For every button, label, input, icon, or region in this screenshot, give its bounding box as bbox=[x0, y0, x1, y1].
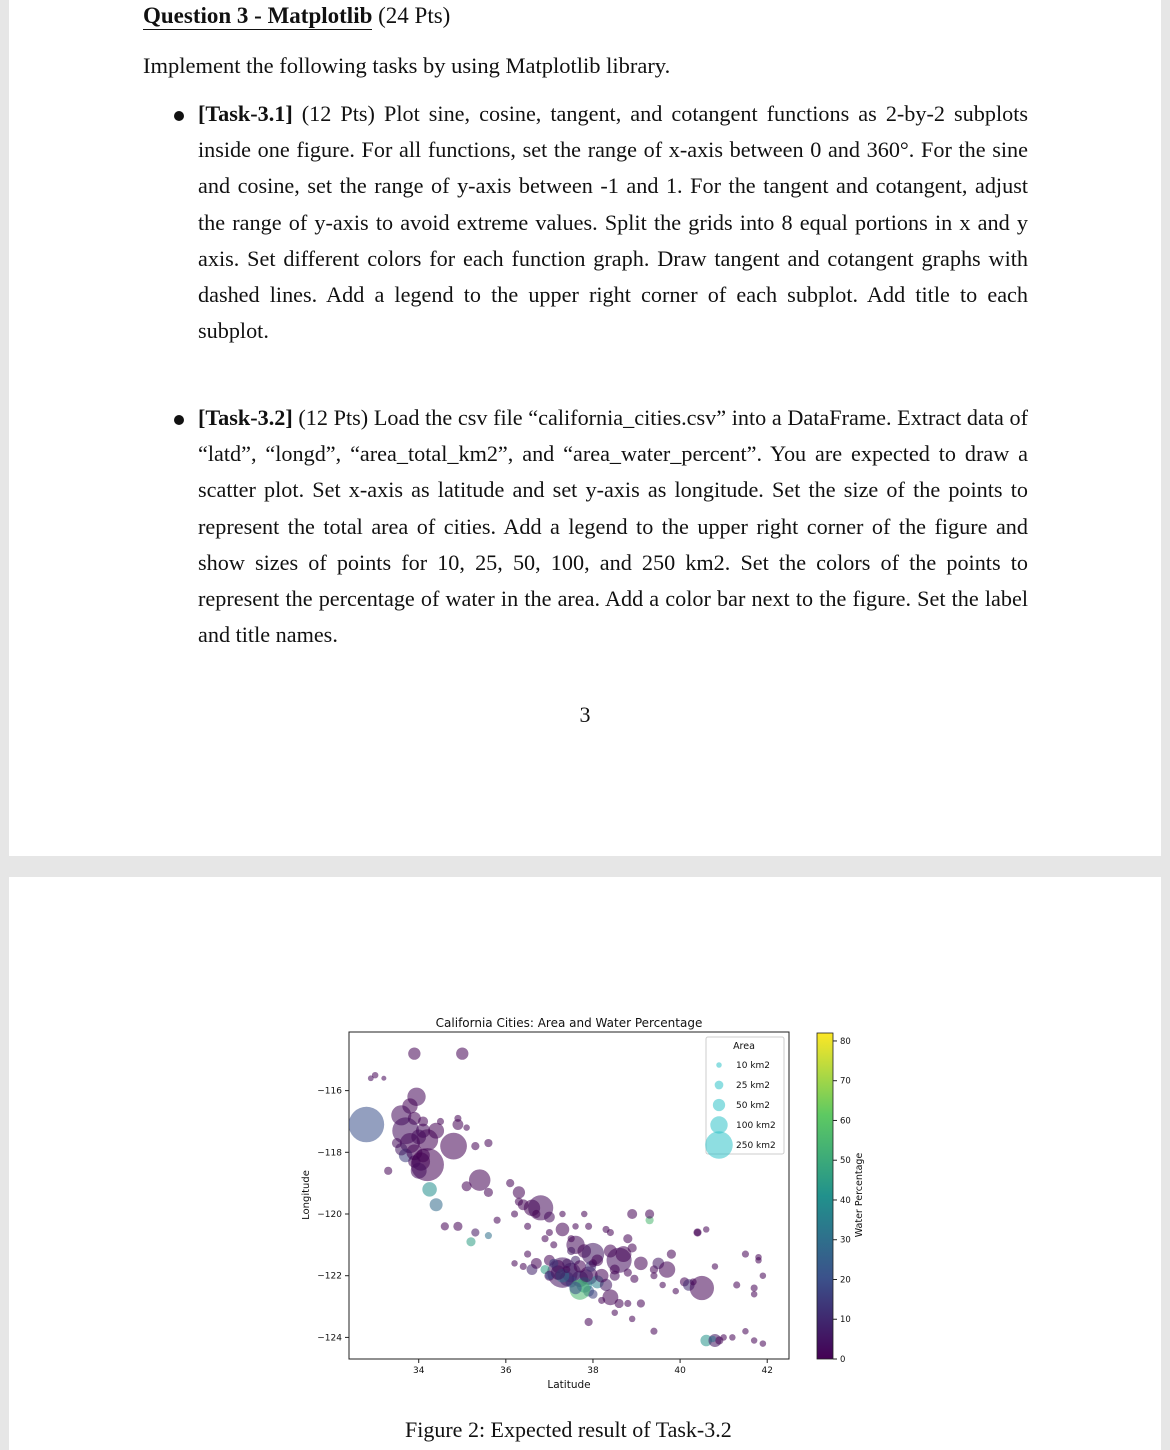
colorbar-tick-label: 10 bbox=[840, 1315, 851, 1326]
data-point bbox=[760, 1272, 766, 1278]
colorbar-label: Water Percentage bbox=[854, 1152, 865, 1238]
data-point bbox=[437, 1118, 444, 1125]
x-tick-label: 34 bbox=[412, 1366, 425, 1376]
data-point bbox=[441, 1222, 449, 1230]
data-point bbox=[524, 1223, 531, 1230]
data-point bbox=[551, 1265, 566, 1280]
x-axis bbox=[413, 1359, 773, 1376]
data-point bbox=[520, 1263, 527, 1270]
y-tick-label: −118 bbox=[317, 1148, 342, 1159]
data-point bbox=[484, 1139, 492, 1147]
data-point bbox=[623, 1234, 632, 1243]
colorbar bbox=[817, 1033, 833, 1359]
data-point bbox=[531, 1258, 542, 1269]
data-point bbox=[602, 1226, 609, 1233]
legend-title: Area bbox=[733, 1041, 755, 1052]
colorbar-tick-label: 30 bbox=[840, 1235, 851, 1246]
data-point bbox=[541, 1235, 548, 1242]
data-point bbox=[430, 1198, 443, 1211]
x-tick-label: 40 bbox=[674, 1366, 686, 1376]
data-point bbox=[755, 1254, 761, 1260]
intro-text: Implement the following tasks by using Matplotlib library. bbox=[143, 53, 671, 78]
task-3-2-id: [Task-3.2] bbox=[198, 405, 293, 430]
data-point bbox=[612, 1309, 618, 1315]
legend-marker bbox=[710, 1116, 727, 1133]
data-point bbox=[456, 1047, 468, 1059]
legend-label: 50 km2 bbox=[736, 1101, 771, 1111]
data-point bbox=[634, 1257, 648, 1271]
task-3-1-text: (12 Pts) Plot sine, cosine, tangent, and cotangent functions as 2-by-2 subplots inside one figure. For all functions, set the range of x-axis between 0 and 360°. For the sine and cosine, set the range of y-axis between -1 and 1. For the tangent and cotangent, adjust the range of y-axis to avoid extreme values. Split the grids into 8 equal portions in x and y axis. Set different colors for each function graph. Draw tangent and cotangent graphs with dashed lines. Add a legend to the upper right corner of each subplot. Add title to each subplot. bbox=[198, 101, 1028, 344]
data-point bbox=[506, 1179, 514, 1187]
data-point bbox=[694, 1229, 701, 1236]
bullet-dot bbox=[174, 415, 184, 425]
data-point bbox=[659, 1261, 675, 1277]
data-point bbox=[629, 1316, 635, 1322]
data-point bbox=[598, 1297, 605, 1304]
data-point bbox=[710, 1336, 716, 1342]
data-point bbox=[751, 1337, 757, 1343]
data-point bbox=[712, 1263, 718, 1269]
data-point bbox=[637, 1299, 645, 1307]
data-point bbox=[466, 1237, 475, 1246]
data-point bbox=[595, 1269, 609, 1283]
data-point bbox=[418, 1116, 428, 1126]
legend-marker bbox=[715, 1081, 724, 1090]
data-point bbox=[589, 1259, 597, 1267]
data-point bbox=[511, 1210, 518, 1217]
document-page-2 bbox=[9, 877, 1161, 1450]
colorbar-tick-label: 50 bbox=[840, 1156, 851, 1167]
data-point bbox=[729, 1334, 735, 1340]
data-point bbox=[751, 1284, 758, 1291]
data-point bbox=[484, 1188, 493, 1197]
colorbar-tick-label: 40 bbox=[840, 1195, 851, 1206]
question-points: (24 Pts) bbox=[378, 3, 451, 28]
data-point bbox=[569, 1282, 581, 1294]
data-point bbox=[471, 1142, 479, 1150]
data-point bbox=[615, 1299, 624, 1308]
data-point bbox=[411, 1129, 426, 1144]
data-point bbox=[650, 1272, 657, 1279]
legend-label: 250 km2 bbox=[736, 1141, 776, 1151]
data-point bbox=[392, 1138, 402, 1148]
data-point bbox=[559, 1211, 565, 1217]
data-point bbox=[513, 1186, 525, 1198]
x-tick-label: 38 bbox=[587, 1366, 599, 1376]
legend-marker bbox=[705, 1131, 733, 1159]
data-point bbox=[568, 1235, 575, 1242]
data-point bbox=[511, 1260, 517, 1266]
data-point bbox=[372, 1072, 378, 1078]
data-point bbox=[463, 1124, 469, 1130]
data-point bbox=[574, 1260, 586, 1272]
data-point bbox=[610, 1265, 620, 1275]
colorbar-ticks bbox=[833, 1037, 851, 1365]
data-point bbox=[628, 1243, 637, 1252]
size-legend bbox=[705, 1037, 784, 1159]
data-point bbox=[453, 1222, 462, 1231]
data-point bbox=[546, 1229, 553, 1236]
task-3-1-id: [Task-3.1] bbox=[198, 101, 293, 126]
y-axis-label: Longitude bbox=[301, 1170, 312, 1220]
data-point bbox=[650, 1328, 657, 1335]
data-point bbox=[381, 1076, 386, 1081]
legend-label: 100 km2 bbox=[736, 1121, 776, 1131]
y-tick-label: −122 bbox=[317, 1271, 342, 1282]
data-point bbox=[471, 1228, 479, 1236]
data-point bbox=[659, 1282, 665, 1288]
data-point bbox=[733, 1281, 740, 1288]
question-title: Question 3 - Matplotlib bbox=[143, 3, 373, 28]
scatter-figure bbox=[9, 877, 1161, 1450]
data-point bbox=[454, 1115, 461, 1122]
y-tick-label: −124 bbox=[317, 1333, 342, 1344]
legend-label: 25 km2 bbox=[736, 1081, 771, 1091]
data-point bbox=[581, 1211, 587, 1217]
data-point bbox=[667, 1250, 676, 1259]
data-point bbox=[408, 1047, 420, 1059]
colorbar-tick-label: 70 bbox=[840, 1076, 851, 1087]
data-point bbox=[645, 1209, 654, 1218]
data-point bbox=[544, 1212, 555, 1223]
bullet-dot bbox=[174, 111, 184, 121]
data-point bbox=[556, 1223, 570, 1237]
data-point bbox=[585, 1318, 593, 1326]
task-3-2-text: (12 Pts) Load the csv file “california_cities.csv” into a DataFrame. Extract data of “latd”, “longd”, “area_total_km2”, and “area_water_percent”. You are expected to draw a scatter plot. Set x-axis as latitude and set y-axis as longitude. Set the size of the points to represent the total area of cities. Add a legend to the upper right corner of the figure and show sizes of points for 10, 25, 50, 100, and 250 km2. Set the colors of the points to represent the percentage of water in the area. Add a color bar next to the figure. Set the label and title names. bbox=[198, 405, 1028, 648]
question-heading bbox=[143, 2, 450, 30]
data-point bbox=[532, 1210, 540, 1218]
legend-marker bbox=[713, 1099, 725, 1111]
y-tick-label: −116 bbox=[317, 1086, 342, 1097]
data-point bbox=[411, 1163, 427, 1179]
data-point bbox=[690, 1278, 697, 1285]
colorbar-tick-label: 20 bbox=[840, 1275, 851, 1286]
data-point bbox=[751, 1291, 757, 1297]
data-point bbox=[672, 1288, 678, 1294]
data-point bbox=[462, 1181, 472, 1191]
x-tick-label: 42 bbox=[761, 1366, 773, 1376]
legend-marker bbox=[716, 1062, 722, 1068]
data-point bbox=[720, 1334, 726, 1340]
data-point bbox=[406, 1144, 422, 1160]
data-point bbox=[604, 1245, 617, 1258]
data-point bbox=[550, 1241, 557, 1248]
document-page-1 bbox=[9, 0, 1161, 856]
data-point bbox=[742, 1251, 749, 1258]
data-point bbox=[422, 1182, 437, 1197]
data-point bbox=[494, 1217, 501, 1224]
data-point bbox=[760, 1340, 766, 1346]
page-number: 3 bbox=[579, 702, 591, 727]
task-3-2-paragraph bbox=[198, 400, 1028, 653]
data-point bbox=[567, 1247, 575, 1255]
colorbar-tick-label: 60 bbox=[840, 1116, 851, 1127]
data-point bbox=[627, 1209, 637, 1219]
x-tick-label: 36 bbox=[500, 1366, 512, 1376]
y-tick-label: −120 bbox=[317, 1210, 342, 1221]
data-point bbox=[572, 1223, 578, 1229]
colorbar-tick-label: 80 bbox=[840, 1036, 851, 1047]
data-point bbox=[469, 1169, 491, 1191]
data-point bbox=[384, 1167, 392, 1175]
data-point bbox=[515, 1198, 523, 1206]
data-point bbox=[563, 1266, 570, 1273]
data-point bbox=[585, 1223, 592, 1230]
data-point bbox=[624, 1269, 632, 1277]
data-point bbox=[485, 1232, 492, 1239]
y-axis bbox=[317, 1087, 349, 1344]
data-point bbox=[624, 1300, 631, 1307]
data-point bbox=[349, 1107, 385, 1143]
data-point bbox=[703, 1226, 709, 1232]
task-3-1-paragraph bbox=[198, 96, 1028, 349]
legend-label: 10 km2 bbox=[736, 1061, 771, 1071]
data-point bbox=[630, 1275, 638, 1283]
data-point bbox=[524, 1251, 531, 1258]
x-axis-label: Latitude bbox=[547, 1379, 591, 1391]
data-point bbox=[742, 1328, 748, 1334]
data-point bbox=[440, 1133, 467, 1160]
colorbar-tick-label: 0 bbox=[840, 1355, 846, 1365]
chart-title: California Cities: Area and Water Percentage bbox=[435, 1016, 703, 1030]
figure-caption: Figure 2: Expected result of Task-3.2 bbox=[405, 1417, 732, 1442]
